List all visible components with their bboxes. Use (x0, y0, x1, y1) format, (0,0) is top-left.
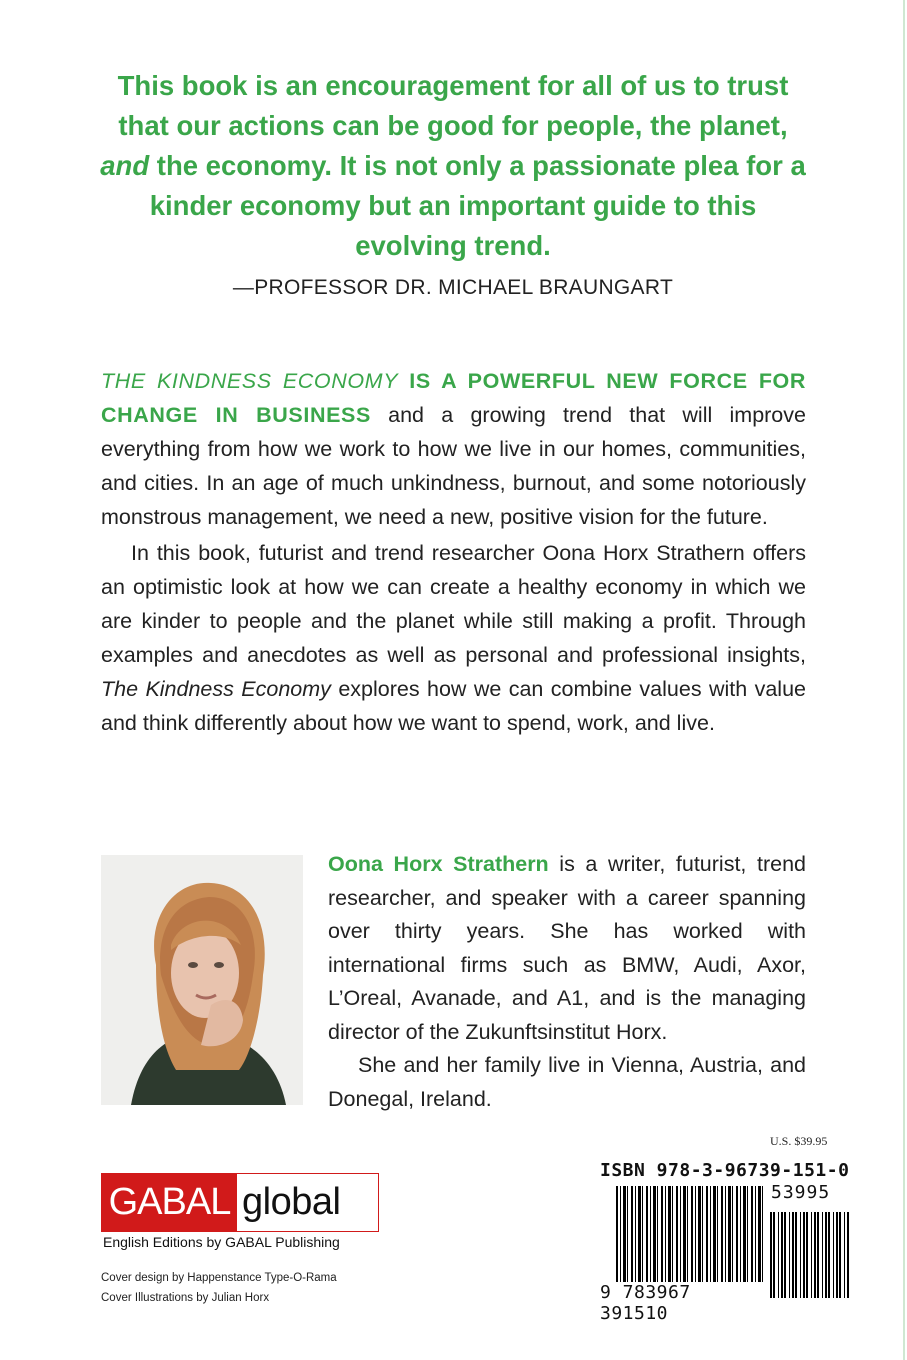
bio-paragraph-1 (328, 848, 806, 1049)
logo-global: global (242, 1181, 341, 1223)
price-code: 53995 (771, 1182, 831, 1203)
barcode-addon-bars (770, 1212, 850, 1298)
author-portrait-image (101, 855, 303, 1105)
logo-gabal: GABAL (102, 1174, 237, 1231)
quote-text-part1: This book is an encouragement for all of us to trust that our actions can be good for people, the planet, (117, 70, 789, 141)
quote-text-part2: the economy. It is not only a passionate plea for a kinder economy but an important guide to this evolving trend. (149, 150, 806, 261)
author-bio (328, 848, 806, 1116)
author-name: Oona Horx Strathern (328, 852, 549, 876)
credit-illustrations: Cover Illustrations by Julian Horx (101, 1292, 270, 1304)
bio-paragraph-2: She and her family live in Vienna, Austria, and Donegal, Ireland. (328, 1053, 806, 1111)
ean-number: 9 783967 391510 (598, 1282, 770, 1324)
right-edge-line (903, 0, 905, 1360)
book-title-lead: THE KINDNESS ECONOMY (101, 369, 399, 393)
book-title-inline: The Kindness Economy (101, 677, 331, 701)
book-description (101, 364, 806, 740)
quote-attribution: —PROFESSOR DR. MICHAEL BRAUNGART (232, 276, 674, 299)
endorsement-quote (95, 66, 811, 266)
quote-emphasis: and (100, 150, 150, 181)
publisher-tagline: English Editions by GABAL Publishing (103, 1234, 340, 1250)
lead-bold-text: IS A POWERFUL NEW FORCE FOR CHANGE IN BUSINESS (101, 369, 806, 427)
description-p1-rest: and a growing trend that will improve everything from how we work to how we live in our homes, communities, and cities. In an age of much unkindness, burnout, and some notoriously monstrous management, we need a new, positive vision for the future. (101, 403, 806, 529)
description-p2-b: explores how we can combine values with value and think differently about how we want to spend, work, and live. (101, 677, 806, 735)
author-photo (101, 855, 303, 1105)
publisher-logo (101, 1173, 379, 1232)
credit-design: Cover design by Happenstance Type-O-Rama (101, 1272, 337, 1284)
description-paragraph-1 (101, 364, 806, 534)
isbn-text: ISBN 978-3-96739-151-0 (600, 1160, 850, 1181)
description-p2-a: In this book, futurist and trend researcher Oona Horx Strathern offers an optimistic look at how we can create a healthy economy in which we are kinder to people and the planet while still making a profit. Through examples and anecdotes as well as personal and professional insights, (101, 541, 806, 667)
description-paragraph-2 (101, 536, 806, 740)
bio-text-1: is a writer, futurist, trend researcher, and speaker with a career spanning over thirty years. She has worked with international firms such as BMW, Audi, Axor, L’Oreal, Avanade, and A1, and is the managing director of the Zukunftsinstitut Horx. (328, 852, 806, 1044)
cover-credits (101, 1268, 337, 1308)
price-label: U.S. $39.95 (770, 1134, 828, 1148)
